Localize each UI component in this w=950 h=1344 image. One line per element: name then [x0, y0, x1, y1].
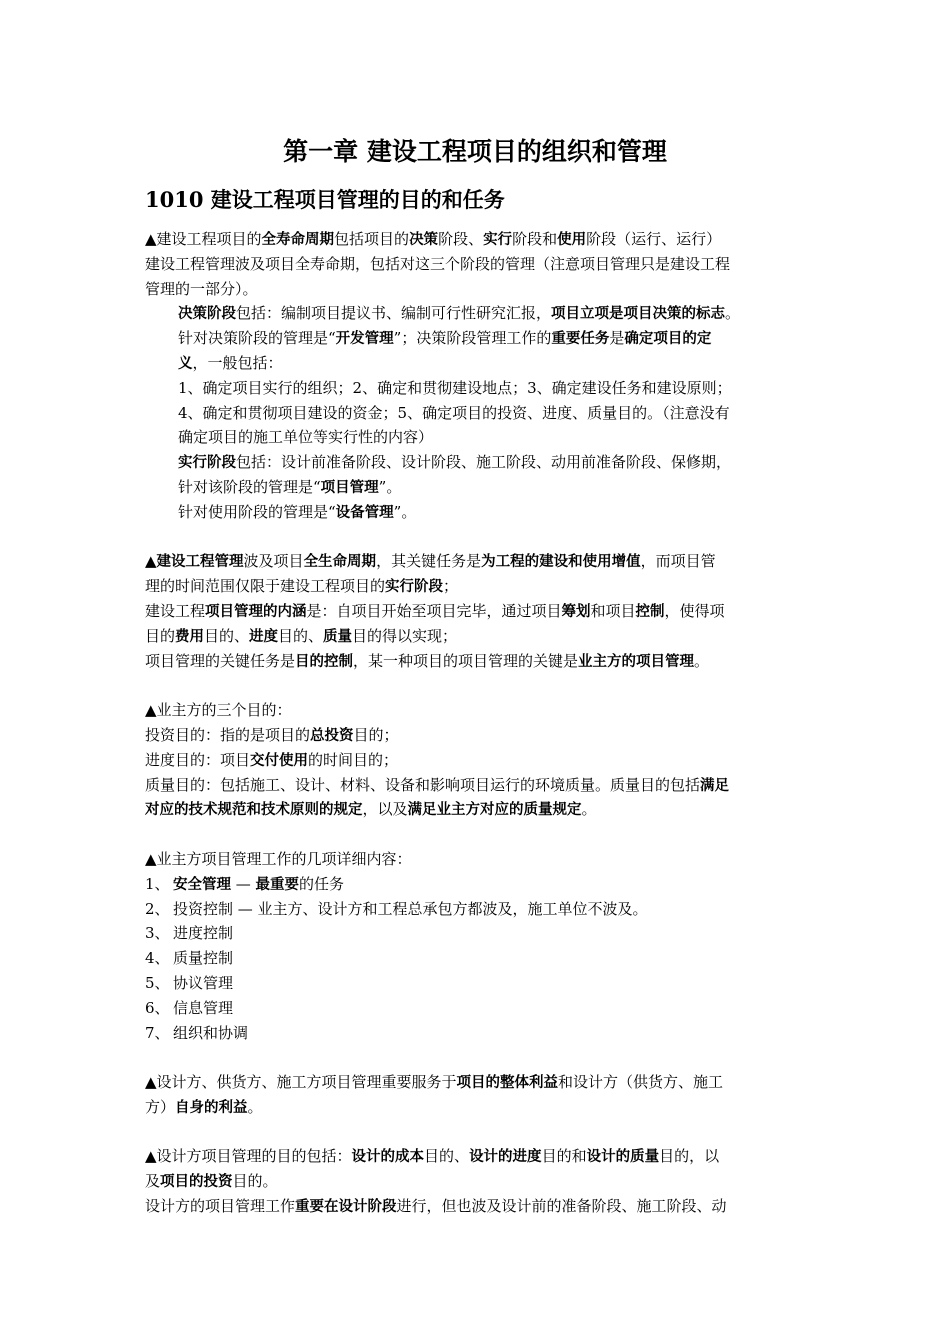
section-heading: 1010 建设工程项目管理的目的和任务 [145, 187, 505, 212]
text-segment: 的任务 [299, 874, 345, 893]
text-line [145, 847, 810, 872]
text-line [145, 574, 810, 599]
bold-text: 设计的进度 [469, 1149, 542, 1166]
text-line [145, 946, 810, 971]
list-number: 7、 [145, 1023, 170, 1042]
text-segment: 投资控制 — 业主方、设计方和工程总承包方都波及，施工单位不波及。 [173, 899, 648, 918]
text-line [145, 1095, 810, 1120]
blank-line [145, 525, 810, 550]
text-segment: ，某一种项目的项目管理的关键是 [353, 651, 579, 670]
text-line [145, 897, 810, 922]
blank-line [145, 673, 810, 698]
text-segment: ▲业主方的三个目的： [145, 701, 292, 720]
text-segment: 目的、 [424, 1147, 470, 1166]
text-line [145, 723, 810, 748]
text-segment: ”。 [378, 477, 402, 496]
text-segment: 协议管理 [173, 973, 234, 992]
bold-text: 决策 [409, 232, 439, 248]
text-segment: 组织和协调 [173, 1023, 249, 1042]
text-segment: ，以及 [362, 800, 408, 819]
text-line [145, 773, 810, 798]
bold-text: 全生命周期 [303, 554, 377, 571]
text-line [145, 549, 810, 574]
bold-text: 实行 [483, 232, 513, 248]
bold-text: 项目的投资 [160, 1174, 233, 1191]
text-line [145, 450, 810, 475]
text-line [145, 698, 810, 723]
bold-text: 交付使用 [250, 752, 309, 769]
text-segment: ”；决策阶段管理工作的 [393, 329, 552, 348]
text-segment: ▲设计方、供货方、施工方项目管理重要服务于 [145, 1073, 457, 1092]
bold-text: 项目管理的内涵 [205, 603, 307, 620]
text-segment: 针对该阶段的管理是“ [178, 477, 321, 496]
text-line [145, 425, 810, 450]
list-number: 2、 [145, 899, 170, 918]
text-segment: ▲建设工程项目的 [145, 230, 262, 248]
text-segment: 波及项目 [243, 552, 304, 571]
text-segment: 质量目的：包括施工、设计、材料、设备和影响项目运行的环境质量。质量目的包括 [145, 775, 701, 794]
blank-line [145, 822, 810, 847]
bold-text: 项目管理 [320, 479, 379, 496]
bold-text: 进度 [249, 628, 279, 645]
text-segment: 1、确定项目实行的组织；2、确定和贯彻建设地点；3、确定建设任务和建设原则； [178, 378, 732, 397]
text-segment: 建设工程管理波及项目全寿命期，包括对这三个阶段的管理（注意项目管理只是建设工程 [145, 254, 731, 273]
bold-text: 全寿命周期 [261, 232, 335, 248]
bold-text: 为工程的建设和使用增值 [481, 554, 641, 571]
bold-text: 项目的整体利益 [456, 1075, 559, 1092]
text-line [145, 252, 810, 277]
text-segment: 阶段、 [438, 230, 484, 248]
text-segment: 包括项目的 [334, 230, 410, 248]
text-segment: 包括：编制项目提议书、编制可行性研究汇报， [236, 304, 552, 323]
bold-text: 满足 [700, 777, 730, 794]
text-segment: 设计方的项目管理工作 [145, 1197, 296, 1216]
text-line [145, 301, 810, 326]
text-segment: 目的和 [541, 1147, 587, 1166]
bold-text: 业主方的项目管理 [578, 653, 695, 670]
text-line [145, 500, 810, 525]
text-segment: 阶段（运行、运行） [586, 230, 722, 248]
text-segment: ▲业主方项目管理工作的几项详细内容： [145, 849, 412, 868]
bold-text: 决策阶段 [178, 306, 236, 323]
text-line [145, 326, 810, 351]
text-segment: 。 [581, 800, 597, 819]
bold-text: 重要在设计阶段 [295, 1199, 397, 1216]
bold-text: 义 [178, 355, 193, 372]
text-line [145, 797, 810, 822]
text-segment: ，而项目管 [640, 552, 716, 571]
text-segment: 是：自项目开始至项目完毕，通过项目 [306, 601, 562, 620]
text-line [145, 599, 810, 624]
text-segment: ，使得项 [664, 601, 725, 620]
text-segment: 质量控制 [173, 949, 234, 968]
text-line [145, 872, 810, 897]
bold-text: 实行阶段 [178, 455, 236, 472]
document-body [145, 227, 810, 1219]
bold-text: 自身的利益 [175, 1099, 248, 1116]
text-segment: 阶段和 [512, 230, 558, 248]
text-segment: 目的得以实现； [352, 626, 458, 645]
bold-text: 设计的质量 [586, 1149, 660, 1166]
text-line [145, 376, 810, 401]
bold-text: 重要任务 [551, 331, 610, 348]
text-segment: 包括：设计前准备阶段、设计阶段、施工阶段、动用前准备阶段、保修期， [236, 453, 732, 472]
text-line [145, 401, 810, 426]
text-line [145, 1194, 810, 1219]
text-line [145, 624, 810, 649]
text-segment: 和设计方（供货方、施工 [558, 1073, 724, 1092]
bold-text: 开发管理 [335, 331, 394, 348]
bold-text: 费用 [175, 628, 205, 645]
text-segment: 目的； [353, 725, 399, 744]
list-number: 6、 [145, 998, 170, 1017]
text-segment: 目的，以 [659, 1147, 720, 1166]
text-line [145, 227, 810, 252]
text-line [145, 921, 810, 946]
text-segment: 目的 [145, 626, 176, 645]
text-segment: 项目管理的关键任务是 [145, 651, 296, 670]
text-segment: 。 [725, 304, 741, 323]
text-segment: 建设工程 [145, 601, 206, 620]
text-segment: 进度目的：项目 [145, 750, 251, 769]
list-number: 4、 [145, 949, 170, 968]
text-line [145, 475, 810, 500]
text-segment: 确定项目的施工单位等实行性的内容） [178, 428, 434, 447]
list-number: 1、 [145, 874, 170, 893]
text-segment: ”。 [393, 502, 417, 521]
bold-text: 设计的成本 [351, 1149, 425, 1166]
text-segment: 是 [609, 329, 625, 348]
text-segment: ▲ [145, 552, 157, 571]
list-number: 5、 [145, 973, 170, 992]
chapter-title: 第一章 建设工程项目的组织和管理 [283, 137, 667, 166]
text-line [145, 996, 810, 1021]
text-segment: ，一般包括： [192, 353, 283, 372]
text-line [145, 971, 810, 996]
text-line [145, 351, 810, 376]
text-segment: ▲设计方项目管理的目的包括： [145, 1147, 352, 1166]
text-segment: 目的。 [232, 1172, 278, 1191]
bold-text: 控制 [635, 603, 665, 620]
text-segment: 针对决策阶段的管理是“ [178, 329, 336, 348]
text-segment: 目的、 [204, 626, 250, 645]
bold-text: 筹划 [561, 603, 591, 620]
bold-text: 确定项目的定 [624, 331, 712, 348]
text-segment: 投资目的：指的是项目的 [145, 725, 311, 744]
bold-text: 实行阶段 [385, 579, 444, 596]
text-segment: — [231, 874, 256, 893]
bold-text: 质量 [323, 628, 353, 645]
text-segment: 针对使用阶段的管理是“ [178, 502, 336, 521]
text-segment: 和项目 [590, 601, 636, 620]
list-number: 3、 [145, 924, 170, 943]
text-segment: 信息管理 [173, 998, 234, 1017]
text-segment: ，其关键任务是 [376, 552, 482, 571]
text-segment: 。 [247, 1097, 263, 1116]
bold-text: 安全管理 [173, 876, 231, 893]
text-segment: ； [443, 577, 459, 596]
bold-text: 满足业主方对应的质量规定 [407, 802, 582, 819]
text-segment: 。 [694, 651, 710, 670]
text-line [145, 1169, 810, 1194]
bold-text: 总投资 [310, 727, 354, 744]
text-segment: 进行，但也波及设计前的准备阶段、施工阶段、动 [396, 1197, 727, 1216]
text-segment: 进度控制 [173, 924, 234, 943]
blank-line [145, 1045, 810, 1070]
bold-text: 目的控制 [295, 653, 354, 670]
text-segment: 方） [145, 1097, 176, 1116]
text-segment: 的时间目的； [308, 750, 399, 769]
text-segment: 管理的一部分）。 [145, 279, 258, 298]
text-line [145, 1021, 810, 1046]
bold-text: 对应的技术规范和技术原则的规定 [145, 802, 363, 819]
bold-text: 设备管理 [335, 504, 394, 521]
text-line [145, 1144, 810, 1169]
bold-text: 使用 [557, 232, 587, 248]
blank-line [145, 1120, 810, 1145]
text-line [145, 277, 810, 302]
text-line [145, 1070, 810, 1095]
text-segment: 及 [145, 1172, 161, 1191]
bold-text: 建设工程管理 [156, 554, 244, 571]
text-line [145, 748, 810, 773]
text-segment: 4、确定和贯彻项目建设的资金；5、确定项目的投资、进度、质量目的。（注意没有 [178, 403, 730, 422]
text-segment: 目的、 [278, 626, 324, 645]
bold-text: 项目立项是项目决策的标志 [551, 306, 726, 323]
text-line [145, 649, 810, 674]
text-segment: 理的时间范围仅限于建设工程项目的 [145, 577, 386, 596]
bold-text: 最重要 [255, 876, 300, 893]
